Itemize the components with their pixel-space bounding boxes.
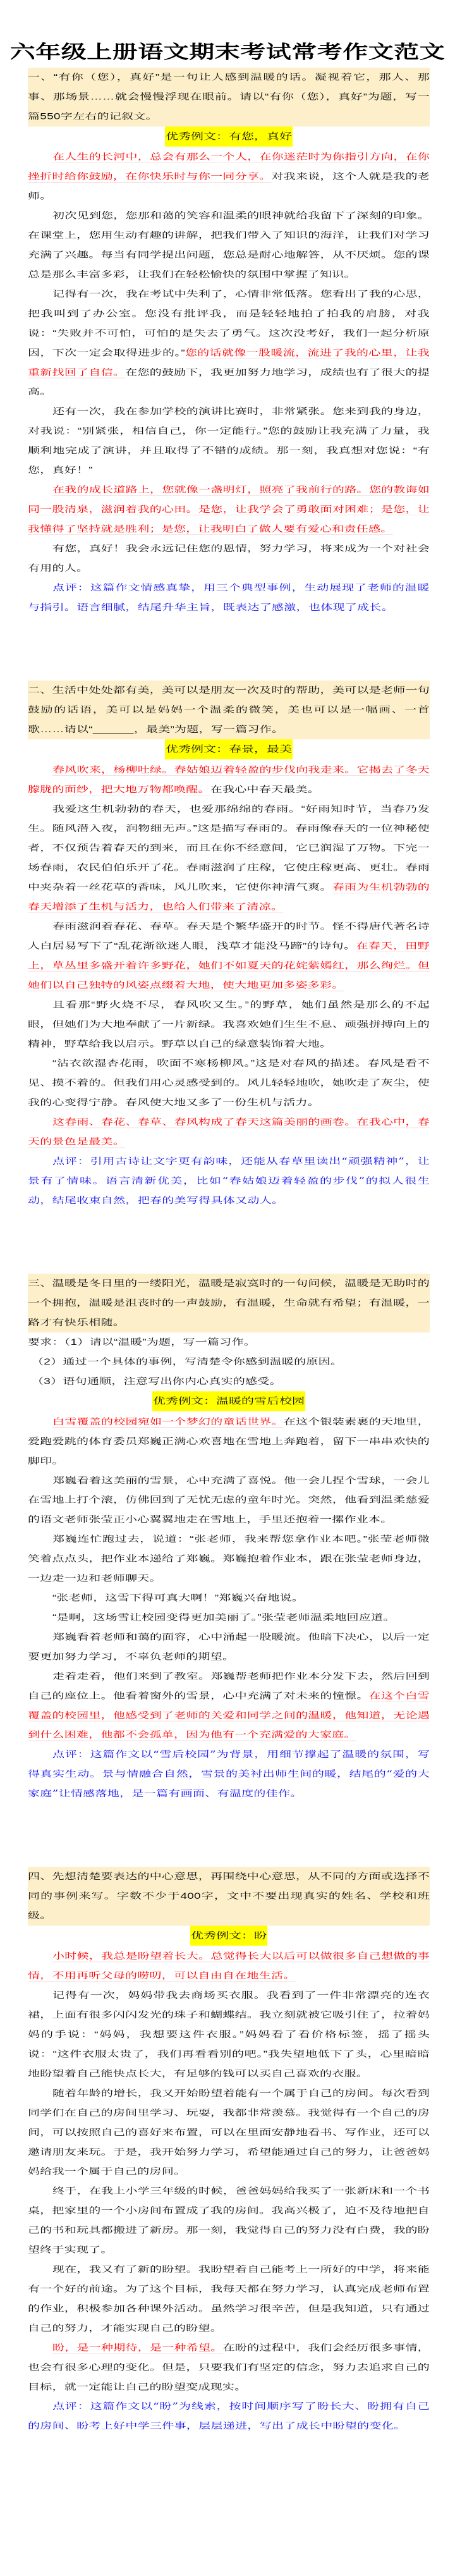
body-text: 记得有一次，妈妈带我去商场买衣服。我看到了一件非常漂亮的连衣裙，上面有很多闪闪发光的珠子和蝴蝶结。我立刻就被它吸引住了，拉着妈妈的手说：“妈妈，我想要这件衣服。”妈妈看了看价格标签，摇了摇头说：“这件衣服太贵了，我们再看看别的吧。”我失望地低下了头，心里暗暗地盼望着自己能快点长大，有足够的钱可以买自己喜欢的衣服。 <box>28 1990 430 2079</box>
essay-paragraph <box>28 1113 430 1152</box>
body-text: 在盼的过程中，我们会经历很多事情，也会有很多心理的变化。但是，只要我们有坚定的信念，努力去追求自己的目标，就一定能让自己的盼望变成现实。 <box>28 2343 430 2392</box>
body-text: 现在，我又有了新的盼望。我盼望着自己能考上一所好的中学，将来能有一个好的前途。为了这个目标，我每天都在努力学习，认真完成老师布置的作业，积极参加各种课外活动。虽然学习很辛苦，但是我知道，只有通过自己的努力，才能实现自己的盼望。 <box>28 2265 430 2334</box>
example-heading-row <box>28 126 430 147</box>
example-heading-row <box>28 739 430 760</box>
highlighted-sentence: 在人生的长河中，总会有那么一个人，在你迷茫时为你指引方向，在你挫折时给你鼓励，在你快乐时与你一同分享。 <box>28 152 430 182</box>
essay-paragraph <box>28 2181 430 2260</box>
writing-prompt: 一、“有你（您），真好”是一句让人感到温暖的话。凝视着它，那人、那事、那场景……就会慢慢浮现在眼前。请以“有你（您），真好”为题，写一篇550字左右的记叙文。 <box>28 68 430 126</box>
body-text: 且看那“野火烧不尽，春风吹又生。”的野草，她们虽然是那么的不起眼，但她们为大地奉献了一片新绿。我喜欢她们生生不息、顽强拼搏向上的精神，野草给我以启示。野草以自己的绿意装饰着大地。 <box>28 1000 430 1049</box>
body-text: 有您，真好！我会永远记住您的恩情，努力学习，将来成为一个对社会有用的人。 <box>28 544 430 573</box>
highlighted-sentence: 盼，是一种期待，是一种希望。 <box>52 2343 223 2353</box>
highlighted-sentence: 小时候，我总是盼望着长大。总觉得长大以后可以做很多自己想做的事情，不用再听父母的唠叨，可以自由自在地生活。 <box>28 1951 430 1981</box>
example-heading: 优秀例文：温暖的雪后校园 <box>152 1391 305 1411</box>
essay-paragraph <box>28 481 430 539</box>
example-heading: 优秀例文：有您，真好 <box>165 126 293 147</box>
teacher-comment: 点评：这篇作文以“雪后校园”为背景，用细节撑起了温暖的氛围，写得真实生动。景与情融合自然，雪景的美衬出师生间的暖，结尾的“爱的大家庭”让情感落地，是一篇有画面、有温度的佳作。 <box>28 1749 430 1799</box>
teacher-comment: 点评：引用古诗让文字更有韵味，还能从春草里读出“顽强精神”，让景有了情味。语言清新优美，比如“春姑娘迈着轻盈的步伐”的拟人很生动，结尾收束自然，把春的美写得具体又动人。 <box>28 1156 430 1206</box>
essay-section <box>28 680 430 1210</box>
essay-paragraph <box>28 2260 430 2338</box>
essay-sections <box>0 68 455 2436</box>
body-text: 在您的鼓励下，我更加努力地学习，成绩也有了很大的提高。 <box>28 367 430 397</box>
body-text: 对我来说，这个人就是我的老师。 <box>28 172 430 202</box>
body-text: 在这个银装素裹的天地里，爱跑爱跳的体育委员郑巍正满心欢喜地在雪地上奔跑着，留下一串串欢快的脚印。 <box>28 1417 430 1466</box>
body-text: 终于，在我上小学三年级的时候，爸爸妈妈给我买了一张新床和一个书桌，把家里的一个小房间布置成了我的房间。我高兴极了，迫不及待地把自己的书和玩具都搬进了新房。那一刻，我觉得自己的努力没有白费，我的盼望终于实现了。 <box>28 2187 430 2255</box>
essay-paragraph <box>28 1530 430 1588</box>
highlighted-sentence: 这春雨、春花、春草、春风构成了春天这篇美丽的画卷。在我心中，春天的景色是最美。 <box>28 1117 430 1147</box>
highlighted-sentence: 在我的成长道路上，您就像一盏明灯，照亮了我前行的路。您的教诲如同一股清泉，滋润着我的心田。是您，让我学会了勇敢面对困难；是您，让我懂得了坚持就是胜利；是您，让我明白了做人要有爱心和责任感。 <box>28 485 430 534</box>
highlighted-sentence: 春雨为生机勃勃的春天增添了生机与活力，也给人们带来了清凉。 <box>28 883 430 912</box>
requirement-item: （3）语句通顺，注意写出你内心真实的感受。 <box>32 1377 282 1387</box>
essay-section <box>28 68 430 617</box>
body-text: “沾衣欲湿杏花雨，吹面不寒杨柳风。”这是对春风的描述。春风是看不见、摸不着的。但我们用心灵感受到的。风儿轻轻地吹，她吹走了灰尘，使我的心变得宁静。春风使大地又多了一份生机与活力。 <box>28 1058 430 1108</box>
example-heading: 优秀例文：盼 <box>190 1926 267 1946</box>
requirement-item: 要求：（1）请以“温暖”为题，写一篇习作。 <box>28 1337 256 1347</box>
teacher-comment: 点评：这篇作文以“盼”为线索，按时间顺序写了盼长大、盼拥有自己的房间、盼考上好中学三件事，层层递进，写出了成长中盼望的变化。 <box>28 2401 430 2431</box>
document-title: 六年级上册语文期末考试常考作文范文 <box>9 42 446 63</box>
essay-paragraph <box>28 1588 430 1608</box>
essay-paragraph <box>28 539 430 578</box>
essay-paragraph <box>28 1986 430 2084</box>
body-text: “是啊，这场雪让校园变得更加美丽了。”张莹老师温柔地回应道。 <box>52 1612 396 1623</box>
body-text: 春雨滋润着春花、春草。春天是个繁华盛开的时节。怪不得唐代著名诗人白居易写下了“乱花渐欲迷人眼，浅草才能没马蹄”的诗句。 <box>28 922 430 952</box>
highlighted-sentence: 您的话就像一股暖流，流进了我的心里，让我重新找回了自信。 <box>28 348 430 377</box>
essay-section <box>28 1274 430 1804</box>
essay-paragraph <box>28 206 430 285</box>
essay-paragraph <box>28 147 430 206</box>
writing-prompt: 三、温暖是冬日里的一缕阳光，温暖是寂寞时的一句问候，温暖是无助时的一个拥抱，温暖是沮丧时的一声鼓励，有温暖，生命就有希望；有温暖，一路才有快乐相随。 <box>28 1274 430 1333</box>
example-heading-row <box>28 1391 430 1412</box>
writing-prompt: 四、先想清楚要表达的中心意思，再围绕中心意思，从不同的方面或选择不同的事例来写。字数不少于400字，文中不要出现真实的姓名、学校和班级。 <box>28 1867 430 1926</box>
highlighted-sentence: 在这个白雪覆盖的校园里，他感受到了老师的关爱和同学之间的温暖，他知道，无论遇到什么困难，他都不会孤单，因为他有一个充满爱的大家庭。 <box>28 1691 430 1740</box>
essay-paragraph <box>28 1412 430 1471</box>
body-text: 初次见到您，您那和蔼的笑容和温柔的眼神就给我留下了深刻的印象。在课堂上，您用生动有趣的讲解，把我们带入了知识的海洋，让我们对学习充满了兴趣。每当有同学提出问题，您总是耐心地解答，从不厌烦。您的课总是那么丰富多彩，让我们在轻松愉快的氛围中掌握了知识。 <box>28 211 430 280</box>
body-text: 郑巍看着老师和蔼的面容，心中涌起一股暖流。他暗下决心，以后一定要更加努力学习，不辜负老师的期望。 <box>28 1632 430 1662</box>
teacher-comment: 点评：这篇作文情感真挚，用三个典型事例，生动展现了老师的温暖与指引。语言细腻，结尾升华主旨，既表达了感激，也体现了成长。 <box>28 582 430 613</box>
essay-paragraph <box>28 995 430 1054</box>
body-text: “张老师，这雪下得可真大啊！”郑巍兴奋地说。 <box>52 1593 305 1604</box>
essay-paragraph <box>28 917 430 995</box>
body-text: 还有一次，我在参加学校的演讲比赛时，非常紧张。您来到我的身边，对我说：“别紧张，相信自己，你一定能行。”您的鼓励让我充满了力量，我顺利地完成了演讲，并且取得了不错的成绩。那一刻，我真想对您说：“有您，真好！” <box>28 407 430 475</box>
essay-paragraph <box>28 1054 430 1113</box>
highlighted-sentence: 白雪覆盖的校园宛如一个梦幻的童话世界。 <box>52 1417 284 1427</box>
example-heading: 优秀例文：春景，最美 <box>165 739 293 759</box>
essay-paragraph <box>28 402 430 481</box>
essay-paragraph <box>28 1628 430 1667</box>
essay-paragraph <box>28 1667 430 1745</box>
essay-paragraph <box>28 285 430 402</box>
body-text: 郑巍看着这美丽的雪景，心中充满了喜悦。他一会儿捏个雪球，一会儿在雪地上打个滚，仿佛回到了无忧无虑的童年时光。突然，他看到温柔慈爱的语文老师张莹正小心翼翼地走在雪地上，手里还抱着一摞作业本。 <box>28 1476 430 1525</box>
essay-paragraph <box>28 2083 430 2181</box>
body-text: 在我心中春天最美。 <box>210 785 320 795</box>
body-text: 随着年龄的增长，我又开始盼望着能有一个属于自己的房间。每次看到同学们在自己的房间里学习、玩耍，我都非常羡慕。我觉得有一个自己的房间，可以按照自己的喜好来布置，可以在里面安静地看书、写作业，还可以邀请朋友来玩。于是，我开始努力学习，希望能通过自己的努力，让爸爸妈妈给我一个属于自己的房间。 <box>28 2088 430 2177</box>
highlighted-sentence: 在春天，田野上，草丛里多盛开着许多野花，她们不如夏天的花姹紫嫣红，那么绚烂。但她们以自己独特的风姿点缀着大地，使大地更加多姿多彩。 <box>28 941 430 991</box>
body-text: 郑巍连忙跑过去，说道：“张老师，我来帮您拿作业本吧。”张莹老师微笑着点点头，把作业本递给了郑巍。郑巍抱着作业本，跟在张莹老师身边，一边走一边和老师聊天。 <box>28 1535 430 1584</box>
requirement-item: （2）通过一个具体的事例，写清楚令你感到温暖的原因。 <box>32 1357 343 1367</box>
body-text: 我爱这生机勃勃的春天，也爱那绵绵的春雨。“好雨知时节，当春乃发生。随风潜入夜，润物细无声。”这是描写春雨的。春雨像春天的一位神秘使者，不仅预告着春天的到来，而且在你不经意间，它已润湿了万物。下完一场春雨，农民伯伯乐开了花。春雨滋润了庄稼，它使庄稼更高、更壮。春雨中夹杂着一丝花草的香味，风儿吹来，它使你神清气爽。 <box>28 804 430 893</box>
writing-prompt: 二、生活中处处都有美，美可以是朋友一次及时的帮助，美可以是老师一句鼓励的话语，美可以是妈妈一个温柔的微笑，美也可以是一幅画、一首歌……请以“______，最美”为题，写一篇习作。 <box>28 680 430 739</box>
body-text: 走着走着，他们来到了教室。郑巍帮老师把作业本分发下去，然后回到自己的座位上。他看着窗外的雪景，心中充满了对未来的憧憬。 <box>28 1671 430 1701</box>
body-text: 记得有一次，我在考试中失利了，心情非常低落。您看出了我的心思，把我叫到了办公室。您没有批评我，而是轻轻地拍了拍我的肩膀，对我说：“失败并不可怕，可怕的是失去了勇气。这次没考好，我们一起分析原因，下次一定会取得进步的。” <box>28 289 430 358</box>
essay-paragraph <box>28 2338 430 2397</box>
essay-paragraph <box>28 760 430 799</box>
essay-paragraph <box>28 1947 430 1986</box>
essay-section <box>28 1867 430 2436</box>
example-heading-row <box>28 1926 430 1947</box>
essay-paragraph <box>28 1608 430 1628</box>
highlighted-sentence: 春风吹来，杨柳吐绿。春姑娘迈着轻盈的步伐向我走来。它揭去了冬天朦胧的面纱，把大地万物都唤醒。 <box>28 765 430 795</box>
essay-paragraph <box>28 799 430 917</box>
essay-paragraph <box>28 1471 430 1530</box>
